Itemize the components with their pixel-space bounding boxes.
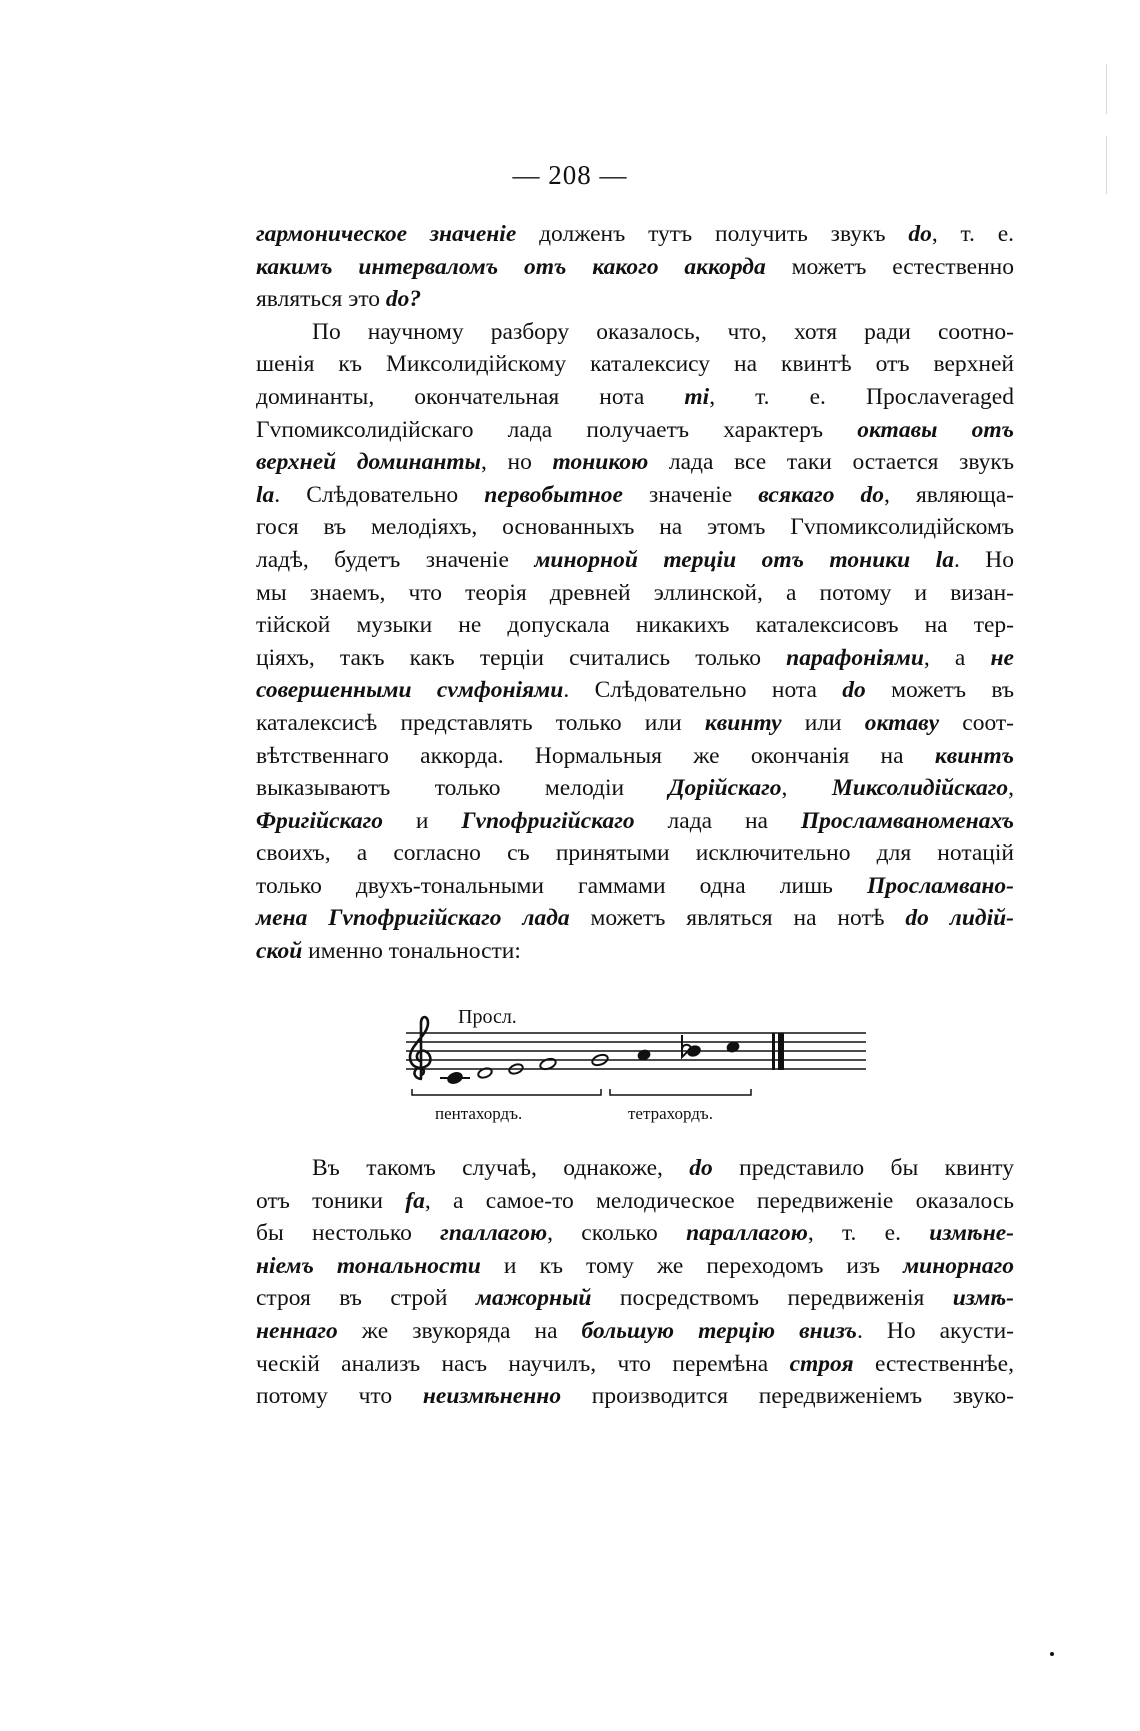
text-line: [256, 707, 1014, 740]
text-line: [256, 805, 1014, 838]
emphasis-text: неизмѣненно: [422, 1383, 562, 1410]
text-run: . Но акусти-: [856, 1317, 1014, 1344]
text-line: [256, 674, 1014, 707]
emphasis-text: гармоническое значеніе: [256, 221, 517, 247]
text-line: [256, 381, 1014, 414]
text-run: ,: [1008, 775, 1014, 802]
emphasis-text: октавы отъ: [857, 416, 1014, 443]
emphasis-text: строя: [789, 1350, 854, 1377]
text-run: По научному разбору оказалось, что, хотя ради соотно-: [312, 318, 1014, 345]
text-line: [256, 1217, 1014, 1250]
text-run: , сколько: [547, 1220, 687, 1247]
text-run: доминанты, окончательная нота: [256, 383, 685, 410]
text-run: своихъ, а согласно съ принятыми исключительно для нотацій: [256, 840, 1014, 867]
emphasis-text: ской: [256, 938, 303, 965]
text-line: [256, 642, 1014, 675]
emphasis-text: параллагою: [686, 1220, 808, 1247]
text-run: вѣтственнаго аккорда. Нормальныя же окончанія на: [256, 742, 935, 769]
emphasis-text: Дорійскаго: [668, 775, 782, 802]
emphasis-text: неннаго: [256, 1317, 338, 1344]
emphasis-text: Миксолидійскаго: [831, 775, 1009, 802]
text-run: являться это: [256, 286, 386, 313]
emphasis-text: do лидій-: [905, 905, 1014, 932]
text-run: и къ тому же переходомъ изъ: [480, 1252, 904, 1279]
text-run: , но: [480, 449, 553, 476]
text-run: бы нестолько: [256, 1220, 441, 1247]
emphasis-text: Гvпофригійскаго: [461, 807, 635, 834]
text-line: [256, 609, 1014, 642]
text-line: [256, 577, 1014, 610]
text-run: строя въ строй: [256, 1285, 476, 1312]
staff-lines: [406, 1033, 866, 1069]
emphasis-text: do: [908, 221, 932, 247]
emphasis-text: мажорный: [475, 1285, 592, 1312]
text-run: долженъ тутъ получить звукъ: [516, 221, 909, 247]
text-line: [256, 446, 1014, 479]
text-run: и: [383, 807, 462, 834]
scan-edge-line: [1106, 64, 1107, 114]
text-run: Гvпомиксолидійскаго лада получаетъ характеръ: [256, 416, 858, 443]
emphasis-text: Прослaмвaно-: [867, 872, 1014, 899]
text-run: посредствомъ передвиженія: [591, 1285, 953, 1312]
text-line: [256, 283, 1014, 316]
emphasis-text: большую терцію внизъ: [581, 1317, 857, 1344]
chord-brackets: [412, 1089, 751, 1095]
music-notation: [388, 995, 868, 1125]
text-run: , т. е. Прослaveraged: [709, 383, 1014, 410]
text-run: отъ тоники: [256, 1187, 406, 1214]
text-run: производится передвиженіемъ звуко-: [561, 1383, 1014, 1410]
emphasis-text: какимъ интерваломъ отъ какого аккорда: [256, 253, 766, 280]
text-run: представило бы квинту: [712, 1155, 1014, 1181]
text-run: же звукоряда на: [337, 1317, 582, 1344]
text-line: [256, 870, 1014, 903]
text-run: , являюща-: [884, 481, 1015, 508]
text-run: значеніе: [622, 481, 759, 508]
text-run: мы знаемъ, что теорія древней эллинской, а потому и визан-: [256, 579, 1014, 606]
text-run: можетъ въ: [865, 677, 1015, 704]
text-run: шенія къ Миксолидійскому каталексису на квинтѣ отъ верхней: [256, 351, 1014, 378]
emphasis-text: всякаго do: [758, 481, 885, 508]
text-run: , т. е.: [807, 1220, 930, 1247]
body-text-bottom: [256, 1152, 1014, 1413]
emphasis-text: квинтъ: [934, 742, 1014, 769]
text-line: [256, 1348, 1014, 1381]
text-run: именно тональности:: [302, 938, 521, 965]
emphasis-text: гпаллагою: [440, 1220, 548, 1247]
text-line: [256, 772, 1014, 805]
emphasis-text: ніемъ тональности: [256, 1252, 481, 1279]
text-run: потому что: [256, 1383, 423, 1410]
final-barline: [772, 1033, 784, 1070]
text-line: [256, 479, 1014, 512]
text-line: [256, 1282, 1014, 1315]
emphasis-text: Фригійскаго: [256, 807, 384, 834]
tetrachord-label: тетрахордъ.: [628, 1104, 713, 1123]
text-run: , а самое-то мелодическое передвиженіе оказалось: [424, 1187, 1014, 1214]
text-run: ческій анализъ насъ научилъ, что перемѣна: [256, 1350, 790, 1377]
emphasis-text: не: [990, 644, 1014, 671]
text-line: [256, 1152, 1014, 1185]
pentachord-label: пентахордъ.: [435, 1104, 523, 1123]
emphasis-text: la: [256, 481, 275, 508]
text-run: ,: [781, 775, 832, 802]
text-run: или: [781, 709, 865, 736]
notes: [440, 1041, 740, 1085]
text-line: [256, 544, 1014, 577]
emphasis-text: do: [689, 1155, 713, 1181]
text-run: можетъ являться на нотѣ: [569, 905, 906, 932]
text-line: [256, 935, 1014, 968]
text-run: , т. е.: [931, 221, 1014, 247]
notation-label: Просл.: [458, 1006, 517, 1028]
body-text-top: [256, 218, 1014, 968]
text-line: [256, 740, 1014, 773]
emphasis-text: минорнаго: [903, 1252, 1014, 1279]
text-run: , а: [923, 644, 991, 671]
text-run: гося въ мелодіяхъ, основанныхъ на этомъ Гvпомиксолидійскомъ: [256, 514, 1014, 541]
text-run: Въ такомъ случаѣ, однакоже,: [312, 1155, 690, 1181]
text-run: лада все таки остается звукъ: [648, 449, 1014, 476]
emphasis-text: измѣ-: [952, 1285, 1014, 1312]
text-run: ціяхъ, такъ какъ терціи считались только: [256, 644, 787, 671]
text-run: естественнѣе,: [853, 1350, 1014, 1377]
emphasis-text: mi: [684, 383, 710, 410]
text-line: [256, 348, 1014, 381]
page-number: — 208 —: [512, 160, 628, 190]
text-run: . Слѣдовательно: [274, 481, 485, 508]
text-line: [256, 837, 1014, 870]
emphasis-text: тоникою: [552, 449, 649, 476]
emphasis-text: мена Гvпофригійскаго лада: [256, 905, 570, 932]
text-run: лада на: [634, 807, 801, 834]
text-run: каталексисѣ представлять только или: [256, 709, 705, 736]
text-line: [256, 511, 1014, 544]
text-run: . Но: [953, 546, 1014, 573]
emphasis-text: измѣне-: [929, 1220, 1015, 1247]
text-line: [256, 902, 1014, 935]
text-run: можетъ естественно: [765, 253, 1014, 280]
text-line: [256, 251, 1014, 284]
emphasis-text: минорной терціи отъ тоники la: [534, 546, 954, 573]
text-line: [256, 1315, 1014, 1348]
text-line: [256, 218, 1014, 251]
emphasis-text: Прослaмвaноменахъ: [800, 807, 1014, 834]
scan-speck: [1050, 1652, 1054, 1656]
emphasis-text: квинту: [704, 709, 782, 736]
emphasis-text: парафоніями: [786, 644, 924, 671]
text-run: только двухъ-тональными гаммами одна лишь: [256, 872, 867, 899]
text-run: соот-: [939, 709, 1014, 736]
text-line: [256, 414, 1014, 447]
text-run: ладѣ, будетъ значеніе: [256, 546, 535, 573]
emphasis-text: fa: [405, 1187, 425, 1214]
text-run: тійской музыки не допускала никакихъ каталексисовъ на тер-: [256, 612, 1014, 639]
text-run: выказываютъ только мелодіи: [256, 775, 669, 802]
emphasis-text: верхней доминанты: [256, 449, 481, 476]
emphasis-text: октаву: [864, 709, 940, 736]
emphasis-text: do?: [385, 286, 422, 313]
scan-edge-line: [1106, 136, 1107, 194]
emphasis-text: совершенными сvмфоніями: [256, 677, 564, 704]
text-line: [256, 1380, 1014, 1413]
text-line: [256, 316, 1014, 349]
emphasis-text: do: [842, 677, 866, 704]
text-run: . Слѣдовательно нота: [563, 677, 843, 704]
emphasis-text: первобытное: [484, 481, 623, 508]
text-line: [256, 1185, 1014, 1218]
text-line: [256, 1250, 1014, 1283]
